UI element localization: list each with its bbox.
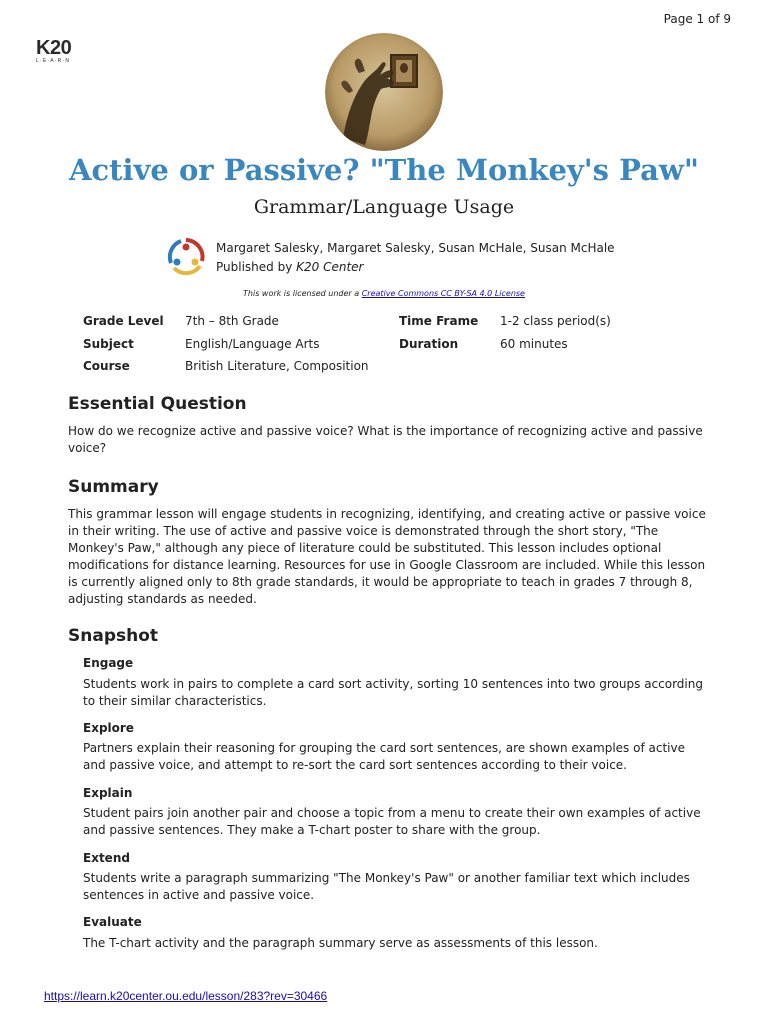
logo-tagline: L·E·A·R·N (36, 58, 71, 64)
summary-text: This grammar lesson will engage students in recognizing, identifying, and creating active or passive voice in their writing. The use of active and passive voice is demonstrated through the short story, "The Monkey's Paw," although any piece of literature could be substituted. This lesson includes optional modifications for distance learning. Resources for use in Google Classroom are included. While this lesson is currently aligned only to 8th grade standards, it would be appropriate to teach in grades 7 through 8, adjusting standards as needed. (68, 507, 706, 606)
time-frame-value: 1-2 class period(s) (500, 314, 611, 328)
duration-value: 60 minutes (500, 337, 568, 351)
authors-block (216, 239, 615, 277)
publisher-line (216, 258, 615, 277)
explore-text: Partners explain their reasoning for grouping the card sort sentences, are shown examples of active and passive voice, and attempt to re-sort the card sort sentences according to their voice. (83, 741, 685, 772)
page-subtitle: Grammar/Language Usage (253, 196, 515, 218)
publisher-name: K20 Center (296, 260, 364, 274)
time-frame-label: Time Frame (399, 314, 479, 328)
grade-level-value: 7th – 8th Grade (185, 314, 279, 328)
monkey-paw-image (325, 33, 443, 151)
evaluate-text: The T-chart activity and the paragraph summary serve as assessments of this lesson. (83, 936, 598, 950)
license-link[interactable]: Creative Commons CC BY-SA 4.0 License (361, 289, 525, 298)
explain-text: Student pairs join another pair and choose a topic from a menu to create their own examples of active and passive sentences. They make a T-chart poster to share with the group. (83, 806, 701, 837)
subject-value: English/Language Arts (185, 337, 320, 351)
extend-text: Students write a paragraph summarizing "The Monkey's Paw" or another familiar text which includes sentences in active and passive voice. (83, 871, 690, 902)
duration-label: Duration (399, 337, 459, 351)
course-label: Course (83, 359, 130, 373)
evaluate-label: Evaluate (83, 915, 142, 929)
license-line (0, 289, 768, 298)
snapshot-heading: Snapshot (68, 626, 159, 646)
k20-logo (36, 38, 78, 65)
extend-label: Extend (83, 851, 130, 865)
logo-name: K20 (36, 37, 72, 59)
k20-people-icon (166, 237, 206, 277)
license-prefix: This work is licensed under a (243, 289, 362, 298)
explore-label: Explore (83, 721, 134, 735)
engage-label: Engage (83, 656, 134, 670)
course-value: British Literature, Composition (185, 359, 369, 373)
authors-list: Margaret Salesky, Margaret Salesky, Susan McHale, Susan McHale (216, 241, 615, 255)
essential-question-heading: Essential Question (68, 394, 247, 414)
summary-heading: Summary (68, 477, 159, 497)
essential-question-text: How do we recognize active and passive voice? What is the importance of recognizing active and passive voice? (68, 424, 703, 455)
engage-text: Students work in pairs to complete a card sort activity, sorting 10 sentences into two groups according to their similar characteristics. (83, 677, 703, 708)
page-number: Page 1 of 9 (663, 12, 731, 26)
subject-label: Subject (83, 337, 134, 351)
explain-label: Explain (83, 786, 133, 800)
page-title: Active or Passive? "The Monkey's Paw" (69, 153, 699, 187)
publisher-prefix: Published by (216, 260, 297, 274)
grade-level-label: Grade Level (83, 314, 164, 328)
footer-url-link[interactable]: https://learn.k20center.ou.edu/lesson/283?rev=30466 (44, 989, 328, 1003)
